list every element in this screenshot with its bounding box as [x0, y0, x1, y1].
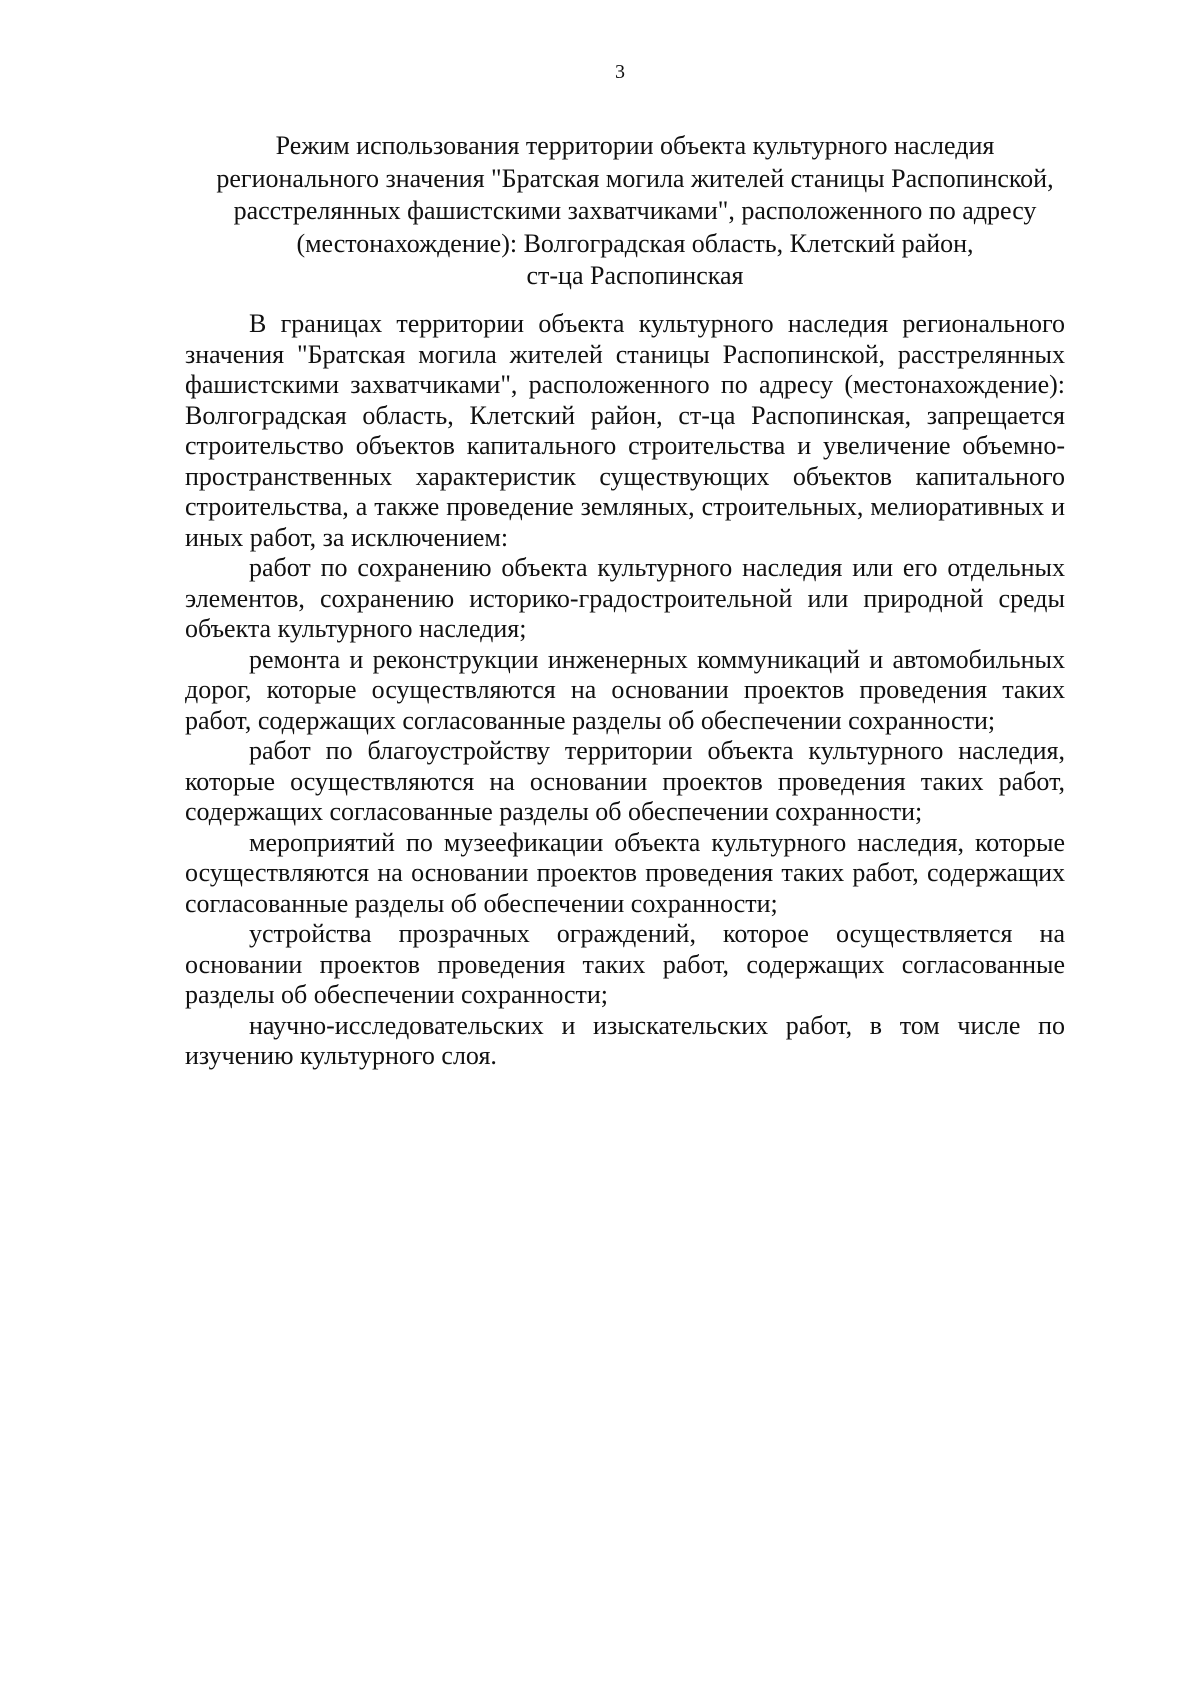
- title-line: (местонахождение): Волгоградская область, Клетский район,: [296, 228, 974, 258]
- body-paragraph-exception: ремонта и реконструкции инженерных коммуникаций и автомобильных дорог, которые осуществляются на основании проектов проведения таких работ, содержащих согласованные разделы об обеспечении сохранности;: [185, 644, 1065, 735]
- body-paragraph-exception: работ по благоустройству территории объекта культурного наследия, которые осуществляются на основании проектов проведения таких работ, содержащих согласованные разделы об обеспечении сохранности;: [185, 736, 1065, 826]
- body-paragraph-exception: устройства прозрачных ограждений, которое осуществляется на основании проектов проведения таких работ, содержащих согласованные разделы об обеспечении сохранности;: [185, 919, 1065, 1009]
- body-paragraph-intro: В границах территории объекта культурного наследия регионального значения "Братская могила жителей станицы Распопинской, расстрелянных фашистскими захватчиками", расположенного по адресу (местонахождение): Волгоградская область, Клетский район, ст-ца Распопинская, запрещается строительство объектов капитального строительства и увеличение объемно-пространственных характеристик существующих объектов капитального строительства, а также проведение земляных, строительных, мелиоративных и иных работ, за исключением:: [185, 309, 1065, 552]
- title-line: Режим использования территории объекта культурного наследия: [275, 131, 995, 160]
- page-number: 3: [615, 61, 625, 83]
- title-line: регионального значения "Братская могила жителей станицы Распопинской,: [216, 163, 1054, 193]
- title-line: ст-ца Распопинская: [526, 261, 744, 290]
- document-body: [185, 309, 1065, 1072]
- body-paragraph-exception: научно-исследовательских и изыскательских работ, в том числе по изучению культурного слоя.: [185, 1010, 1065, 1070]
- document-title: [185, 130, 1085, 293]
- body-paragraph-exception: мероприятий по музеефикации объекта культурного наследия, которые осуществляются на основании проектов проведения таких работ, содержащих согласованные разделы об обеспечении сохранности;: [185, 827, 1065, 918]
- title-line: расстрелянных фашистскими захватчиками", расположенного по адресу: [233, 196, 1037, 225]
- body-paragraph-exception: работ по сохранению объекта культурного наследия или его отдельных элементов, сохранению историко-градостроительной или природной среды объекта культурного наследия;: [185, 553, 1065, 643]
